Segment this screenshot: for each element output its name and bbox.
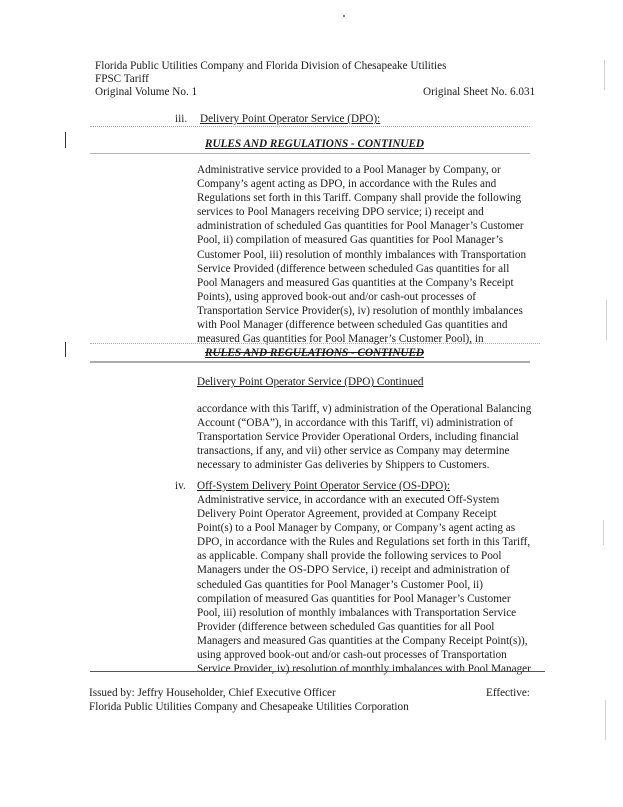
continued-title: Delivery Point Operator Service (DPO) Continued <box>197 376 424 388</box>
section-iv-numeral: iv. <box>175 480 186 492</box>
header-volume: Original Volume No. 1 <box>95 86 198 98</box>
body-line: Pool Managers and measured Gas quantities at the Company’s Receipt <box>197 276 514 289</box>
body-line: Provider (difference between scheduled Gas quantities for all Pool <box>197 620 495 633</box>
section-iv-body <box>197 493 547 676</box>
body-line: Customer Pool, iii) resolution of monthly imbalances with Transportation <box>197 248 527 261</box>
body-line: Administrative service provided to a Pool Manager by Company, or <box>197 164 501 176</box>
continued-body <box>197 402 547 472</box>
body-line: using approved book-out and/or cash-out processes of Transportation <box>197 649 507 662</box>
body-line: Delivery Point Operator Agreement, provided at Company Receipt <box>197 508 497 521</box>
footer-effective: Effective: <box>486 687 530 699</box>
revision-bar <box>65 132 66 148</box>
section-iii-title: Delivery Point Operator Service (DPO): <box>200 113 381 125</box>
scan-edge-mark <box>606 300 607 340</box>
scan-edge-mark <box>604 60 605 90</box>
body-line: Points), using approved book-out and/or cash-out processes of <box>197 290 477 303</box>
footer-company: Florida Public Utilities Company and Chesapeake Utilities Corporation <box>89 701 409 713</box>
body-line: Point(s) to a Pool Manager by Company, or Company’s agent acting as <box>197 522 516 535</box>
body-line: with Pool Manager (difference between scheduled Gas quantities and <box>197 319 508 332</box>
header-tariff: FPSC Tariff <box>95 73 149 85</box>
scan-edge-mark <box>603 520 604 545</box>
section-iv-title: Off-System Delivery Point Operator Service (OS-DPO): <box>197 480 451 492</box>
body-line: Managers under the OS-DPO Service, i) receipt and administration of <box>197 564 510 577</box>
body-line: Service Provider, iv) resolution of monthly imbalances with Pool Manager <box>197 663 531 676</box>
body-line: necessary to administer Gas deliveries by Shippers to Customers. <box>197 459 490 472</box>
body-line: Account (“OBA”), in accordance with this Tariff, vi) administration of <box>197 417 513 430</box>
footer-issued-by: Issued by: Jeffry Householder, Chief Executive Officer <box>89 687 336 699</box>
divider <box>90 361 530 363</box>
header-company: Florida Public Utilities Company and Florida Division of Chesapeake Utilities <box>95 60 447 72</box>
body-line: transactions, if any, and vii) other service as Company may determine <box>197 445 510 458</box>
body-line: Transportation Service Provider(s), iv) resolution of monthly imbalances <box>197 304 523 317</box>
body-line: compilation of measured Gas quantities for Pool Manager’s Customer <box>197 592 511 605</box>
body-line: Pool, iii) resolution of monthly imbalances with Transportation Service <box>197 606 517 619</box>
section-iii-numeral: iii. <box>175 113 188 125</box>
body-line: Pool, ii) compilation of measured Gas quantities for Pool Manager’s <box>197 234 504 247</box>
divider <box>90 126 530 127</box>
struck-rules-heading: RULES AND REGULATIONS - CONTINUED <box>205 347 425 359</box>
body-line: services to Pool Managers receiving DPO service; i) receipt and <box>197 206 484 219</box>
divider <box>90 343 540 344</box>
rules-heading: RULES AND REGULATIONS - CONTINUED <box>205 138 425 150</box>
body-line: Regulations set forth in this Tariff. Company shall provide the following <box>197 192 522 205</box>
body-line: Managers and measured Gas quantities at the Company Receipt Point(s)), <box>197 634 528 647</box>
section-iii-body <box>197 163 547 346</box>
revision-bar <box>65 342 66 357</box>
header-sheet-number: Original Sheet No. 6.031 <box>423 86 536 98</box>
scan-edge-mark <box>605 700 606 740</box>
body-line: Service Provided (difference between scheduled Gas quantities for all <box>197 262 510 275</box>
footer-divider <box>90 671 545 672</box>
body-line: measured Gas quantities for Pool Manager’s Customer Pool), in <box>197 333 484 346</box>
body-line: Administrative service, in accordance with an executed Off-System <box>197 494 500 506</box>
body-line: administration of scheduled Gas quantities for Pool Manager’s Customer <box>197 220 524 233</box>
body-line: scheduled Gas quantities for Pool Manager’s Customer Pool, ii) <box>197 578 483 591</box>
body-line: as applicable. Company shall provide the following services to Pool <box>197 550 502 563</box>
body-line: accordance with this Tariff, v) administration of the Operational Balancing <box>197 403 532 415</box>
scan-speck <box>343 15 345 17</box>
body-line: DPO, in accordance with the Rules and Regulations set forth in this Tariff, <box>197 536 531 549</box>
body-line: Transportation Service Provider Operational Orders, including financial <box>197 431 519 444</box>
divider <box>90 153 530 154</box>
body-line: Company’s agent acting as DPO, in accordance with the Rules and <box>197 178 497 191</box>
